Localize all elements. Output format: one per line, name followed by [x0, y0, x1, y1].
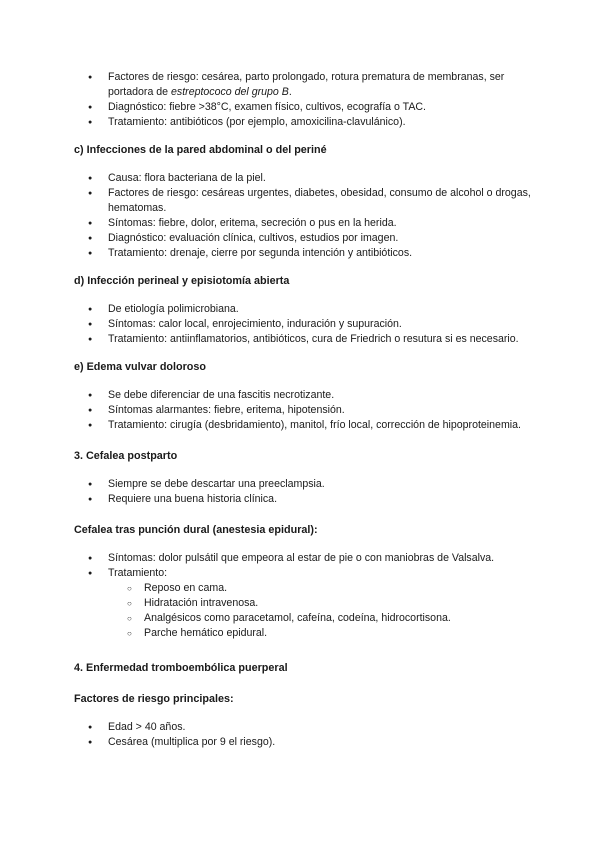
list-item: ● Síntomas: fiebre, dolor, eritema, secreción o pus en la herida. [74, 216, 540, 231]
list-item: ● Síntomas alarmantes: fiebre, eritema, hipotensión. [74, 403, 540, 418]
section-c-heading: c) Infecciones de la pared abdominal o del periné [74, 144, 327, 156]
section-c-list [74, 171, 540, 261]
risk-factors-heading: Factores de riesgo principales: [74, 693, 234, 705]
section-dural-heading: Cefalea tras punción dural (anestesia epidural): [74, 524, 318, 536]
section-3-list [74, 477, 540, 507]
treatment-sublist [108, 581, 540, 641]
section-3-heading: 3. Cefalea postparto [74, 450, 178, 462]
list-item: ● Tratamiento: ○ Reposo en cama. ○ Hidratación intravenosa. ○ Analgésicos como paracetamol, cafeína, codeína, hidrocortisona. ○ Parche hemático epidural. [74, 566, 540, 641]
list-item: ● Siempre se debe descartar una preeclampsia. [74, 477, 540, 492]
section-b-list [74, 70, 540, 130]
list-item: ● Requiere una buena historia clínica. [74, 492, 540, 507]
section-d-list [74, 302, 540, 347]
list-item: ● Edad > 40 años. [74, 720, 540, 735]
sublist-item: ○ Reposo en cama. [74, 581, 540, 596]
list-item: ● Causa: flora bacteriana de la piel. [74, 171, 540, 186]
list-item: ● Factores de riesgo: cesárea, parto prolongado, rotura prematura de membranas, ser portadora de estreptococo del grupo B. [74, 70, 540, 100]
sublist-item: ○ Hidratación intravenosa. [74, 596, 540, 611]
sublist-item: ○ Analgésicos como paracetamol, cafeína, codeína, hidrocortisona. [74, 611, 540, 626]
section-d-heading: d) Infección perineal y episiotomía abierta [74, 275, 290, 287]
list-item: ● De etiología polimicrobiana. [74, 302, 540, 317]
list-item: ● Se debe diferenciar de una fascitis necrotizante. [74, 388, 540, 403]
list-item: ● Tratamiento: cirugía (desbridamiento), manitol, frío local, corrección de hipoproteinemia. [74, 418, 540, 433]
list-item: ● Síntomas: calor local, enrojecimiento, induración y supuración. [74, 317, 540, 332]
list-item: ● Tratamiento: drenaje, cierre por segunda intención y antibióticos. [74, 246, 540, 261]
list-item: ● Síntomas: dolor pulsátil que empeora al estar de pie o con maniobras de Valsalva. [74, 551, 540, 566]
list-item: ● Diagnóstico: fiebre >38°C, examen físico, cultivos, ecografía o TAC. [74, 100, 540, 115]
list-item: ● Factores de riesgo: cesáreas urgentes, diabetes, obesidad, consumo de alcohol o drogas, hematomas. [74, 186, 540, 216]
list-item: ● Cesárea (multiplica por 9 el riesgo). [74, 735, 540, 750]
section-e-list [74, 388, 540, 433]
list-item: ● Tratamiento: antibióticos (por ejemplo, amoxicilina-clavulánico). [74, 115, 540, 130]
sublist-item: ○ Parche hemático epidural. [74, 626, 540, 641]
emphasis-text: estreptococo del grupo B [171, 86, 289, 98]
risk-factors-list [74, 720, 540, 750]
section-e-heading: e) Edema vulvar doloroso [74, 361, 206, 373]
section-4-heading: 4. Enfermedad tromboembólica puerperal [74, 662, 288, 674]
list-item: ● Tratamiento: antiinflamatorios, antibióticos, cura de Friedrich o resutura si es necesario. [74, 332, 540, 347]
list-item: ● Diagnóstico: evaluación clínica, cultivos, estudios por imagen. [74, 231, 540, 246]
section-dural-list [74, 551, 540, 641]
